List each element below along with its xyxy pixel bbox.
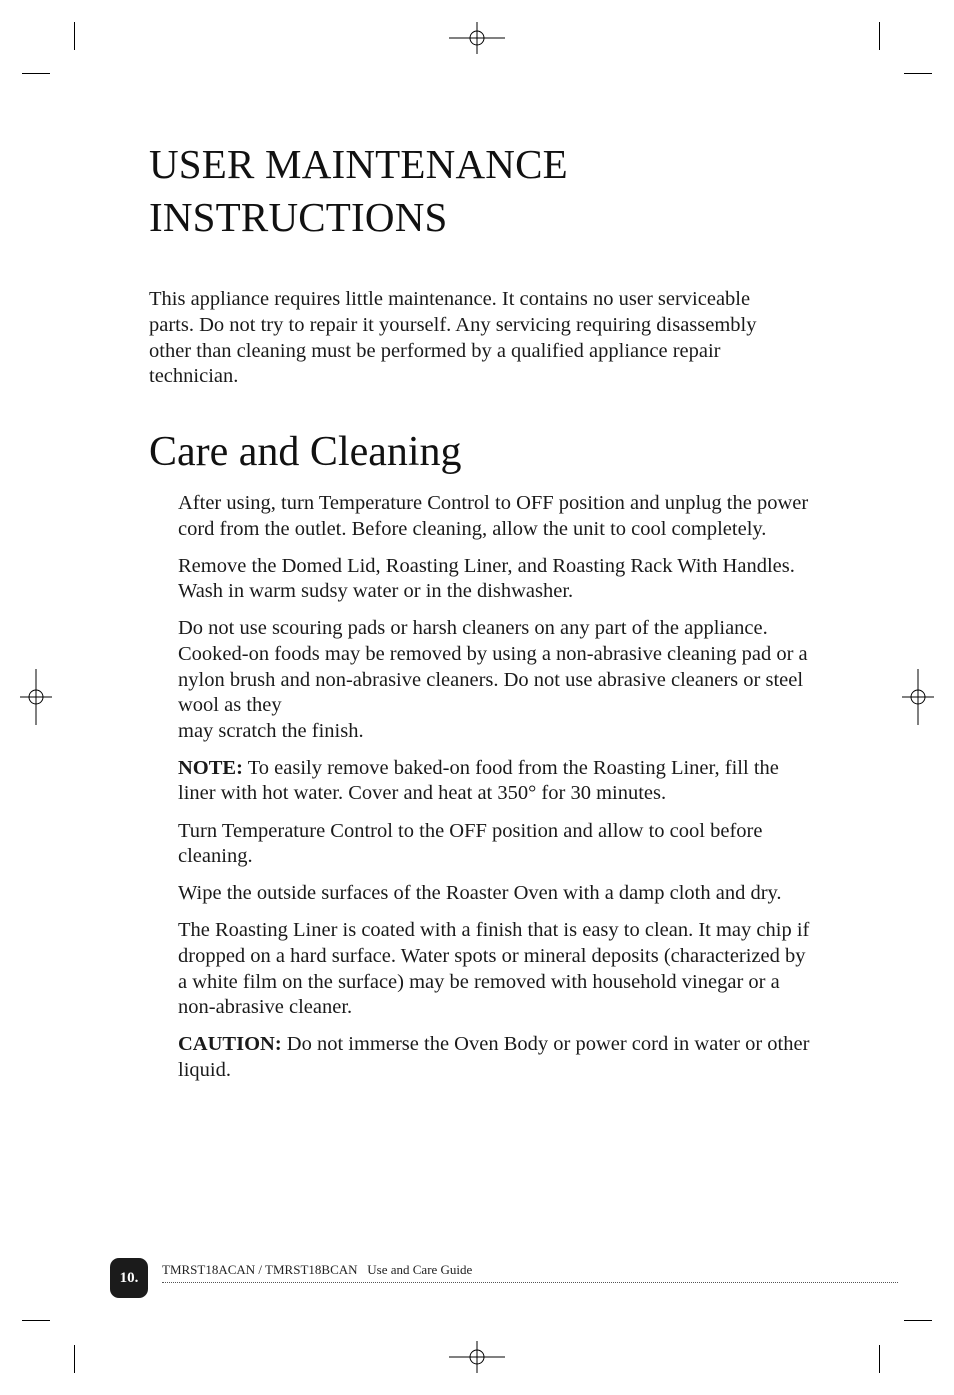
footer-divider (162, 1282, 898, 1283)
intro-paragraph: This appliance requires little maintenance. It contains no user serviceable parts. Do not try to repair it yourself. Any servicing requiring disassembly other than cleaning must be performed by a qualified appliance repair technician. (149, 288, 757, 388)
note-label: NOTE: (178, 756, 243, 779)
registration-mark-icon (6, 667, 66, 727)
instruction-paragraph: After using, turn Temperature Control to OFF position and unplug the power cord from the outlet. Before cleaning, allow the unit to cool completely. (178, 492, 809, 540)
caution-paragraph (178, 1032, 818, 1083)
crop-mark (904, 1320, 932, 1321)
crop-mark (879, 22, 880, 50)
crop-mark (904, 73, 932, 74)
crop-mark (74, 22, 75, 50)
note-paragraph (178, 756, 818, 807)
crop-mark (879, 1345, 880, 1373)
footer-model: TMRST18ACAN / TMRST18BCAN (162, 1262, 358, 1277)
instruction-paragraph (178, 616, 818, 744)
instruction-paragraph: The Roasting Liner is coated with a finish that is easy to clean. It may chip if dropped on a hard surface. Water spots or mineral deposits (characterized by a white film on the surface) may be removed with household vinegar or a non-abrasive cleaner. (178, 919, 810, 1019)
note-text: To easily remove baked-on food from the Roasting Liner, fill the liner with hot water. Cover and heat at 350° for 30 minutes. (178, 756, 779, 805)
page-title-line: INSTRUCTIONS (149, 194, 448, 240)
page-title-line: USER MAINTENANCE (149, 141, 568, 187)
instruction-paragraph: Wipe the outside surfaces of the Roaster Oven with a damp cloth and dry. (178, 882, 782, 905)
registration-mark-icon (888, 667, 948, 727)
crop-mark (22, 1320, 50, 1321)
instruction-paragraph: Turn Temperature Control to the OFF position and allow to cool before cleaning. (178, 819, 763, 868)
crop-mark (22, 73, 50, 74)
registration-mark-icon (447, 8, 507, 68)
registration-mark-icon (447, 1327, 507, 1387)
instruction-text: Do not use scouring pads or harsh cleaners on any part of the appliance. Cooked-on foods may be removed by using a non-abrasive cleaning pad or a nylon brush and non-abrasive cleaners. Do not use abrasive cleaners or steel wool as they (178, 617, 808, 717)
footer-guide: Use and Care Guide (367, 1262, 473, 1277)
footer-text (162, 1262, 472, 1278)
caution-label: CAUTION: (178, 1033, 282, 1056)
instruction-text: may scratch the finish. (178, 719, 364, 742)
caution-text: Do not immerse the Oven Body or power cord in water or other liquid. (178, 1033, 810, 1081)
instruction-paragraph: Remove the Domed Lid, Roasting Liner, and Roasting Rack With Handles. Wash in warm sudsy water or in the dishwasher. (178, 554, 795, 603)
care-instructions (178, 491, 818, 1095)
page-number-badge: 10. (110, 1258, 148, 1298)
page-title (149, 138, 789, 244)
section-title: Care and Cleaning (149, 429, 462, 475)
crop-mark (74, 1345, 75, 1373)
